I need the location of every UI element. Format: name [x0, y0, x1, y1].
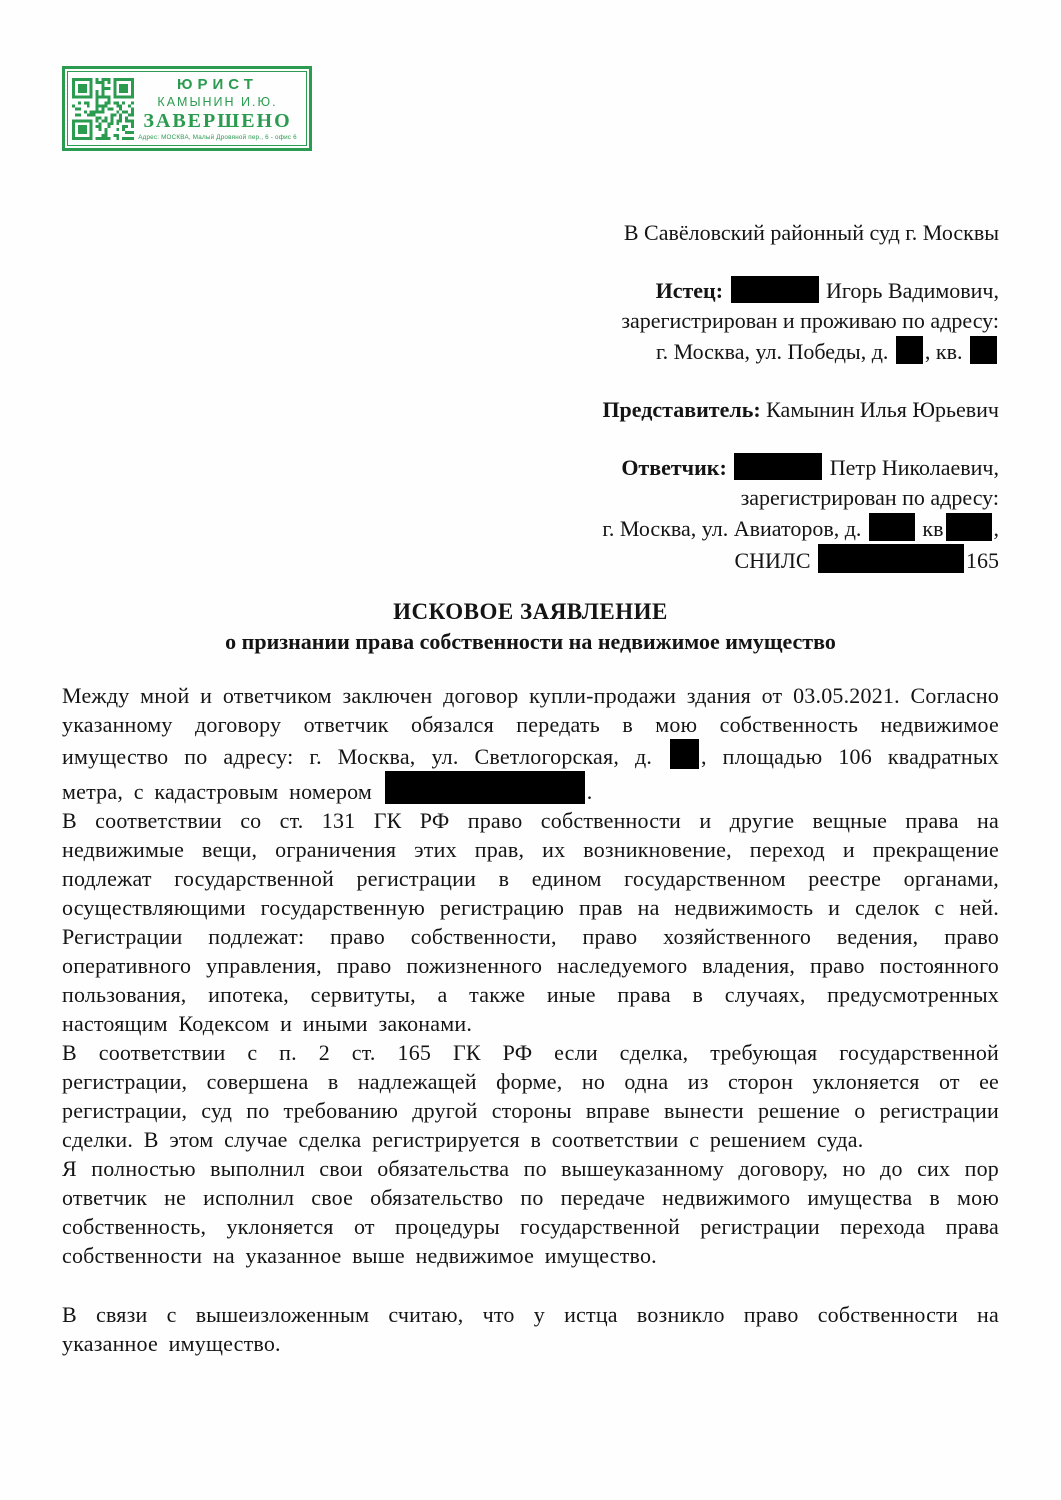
plaintiff-line: г. Москва, ул. Победы, д. , кв. [62, 336, 999, 367]
document-body [62, 681, 999, 1358]
stamp-address: Адрес: МОСКВА, Малый Дровяной пер., 6 - офис 6 [138, 134, 297, 142]
plaintiff-block [62, 276, 999, 367]
redaction-box [869, 513, 915, 541]
paragraph: В соответствии с п. 2 ст. 165 ГК РФ если сделка, требующая государственной регистрации, совершена в надлежащей форме, но одна из сторон уклоняется от ее регистрации, суд по требованию другой стороны вправе вынести решение о регистрации сделки. В этом случае сделка регистрируется в соответствии с решением суда. [62, 1040, 999, 1152]
defendant-line: зарегистрирован по адресу: [740, 485, 999, 510]
redaction-box [896, 336, 923, 364]
stamp-lawyer-name: КАМЫНИН И.Ю. [157, 95, 278, 109]
plaintiff-line: Истец: Игорь Вадимович, [655, 278, 999, 303]
title-subtitle: о признании права собственности на недвижимое имущество [225, 629, 836, 654]
title-main: ИСКОВОЕ ЗАЯВЛЕНИЕ [393, 599, 668, 624]
stamp-text-block [134, 75, 301, 141]
defendant-line: Ответчик: Петр Николаевич, [621, 455, 999, 480]
redaction-box [385, 771, 585, 804]
paragraph: В связи с вышеизложенным считаю, что у истца возникло право собственности на указанное имущество. [62, 1302, 999, 1356]
lawyer-stamp [62, 66, 312, 151]
defendant-block [62, 453, 999, 576]
defendant-line: г. Москва, ул. Авиаторов, д. кв , [62, 513, 999, 544]
redaction-box [946, 513, 992, 541]
stamp-status: ЗАВЕРШЕНО [143, 110, 292, 133]
defendant-line: СНИЛС 165 [62, 544, 999, 576]
paragraph: Между мной и ответчиком заключен договор купли-продажи здания от 03.05.2021. Согласно указанному договору ответчик обязался передать в мою собственность недвижимое имущество по адресу: г. Москва, ул. Светлогорская, д. , площадью 106 квадратных метра, с кадастровым номером . [62, 683, 999, 804]
redaction-box [731, 276, 819, 303]
redaction-box [734, 453, 822, 480]
representative-block [62, 395, 999, 425]
stamp-profession: ЮРИСТ [177, 76, 258, 94]
plaintiff-line: зарегистрирован и проживаю по адресу: [621, 308, 999, 333]
redaction-box [970, 336, 997, 364]
representative-line: Представитель: Камынин Илья Юрьевич [602, 397, 999, 422]
court-name: В Савёловский районный суд г. Москвы [623, 220, 999, 245]
paragraph: Я полностью выполнил свои обязательства по вышеуказанному договору, но до сих пор ответчик не исполнил свое обязательство по передаче недвижимого имущества в мою собственность, уклоняется от процедуры государственной регистрации перехода права собственности на указанное выше недвижимое имущество. [62, 1156, 999, 1268]
qr-code-icon [72, 78, 134, 140]
court-header [62, 218, 999, 576]
lawyer-stamp-frame [67, 71, 307, 146]
paragraph: В соответствии со ст. 131 ГК РФ право собственности и другие вещные права на недвижимые вещи, ограничения этих прав, их возникновение, переход и прекращение подлежат государственной регистрации в едином государственном реестре органами, осуществляющими государственную регистрацию прав на недвижимость и сделок с ней. Регистрации подлежат: право собственности, право хозяйственного ведения, право оперативного управления, право пожизненного наследуемого владения, право постоянного пользования, ипотека, сервитуты, а также иные права в случаях, предусмотренных настоящим Кодексом и иными законами. [62, 808, 999, 1036]
redaction-box [670, 739, 699, 769]
redaction-box [818, 544, 964, 573]
document-title [62, 597, 999, 657]
